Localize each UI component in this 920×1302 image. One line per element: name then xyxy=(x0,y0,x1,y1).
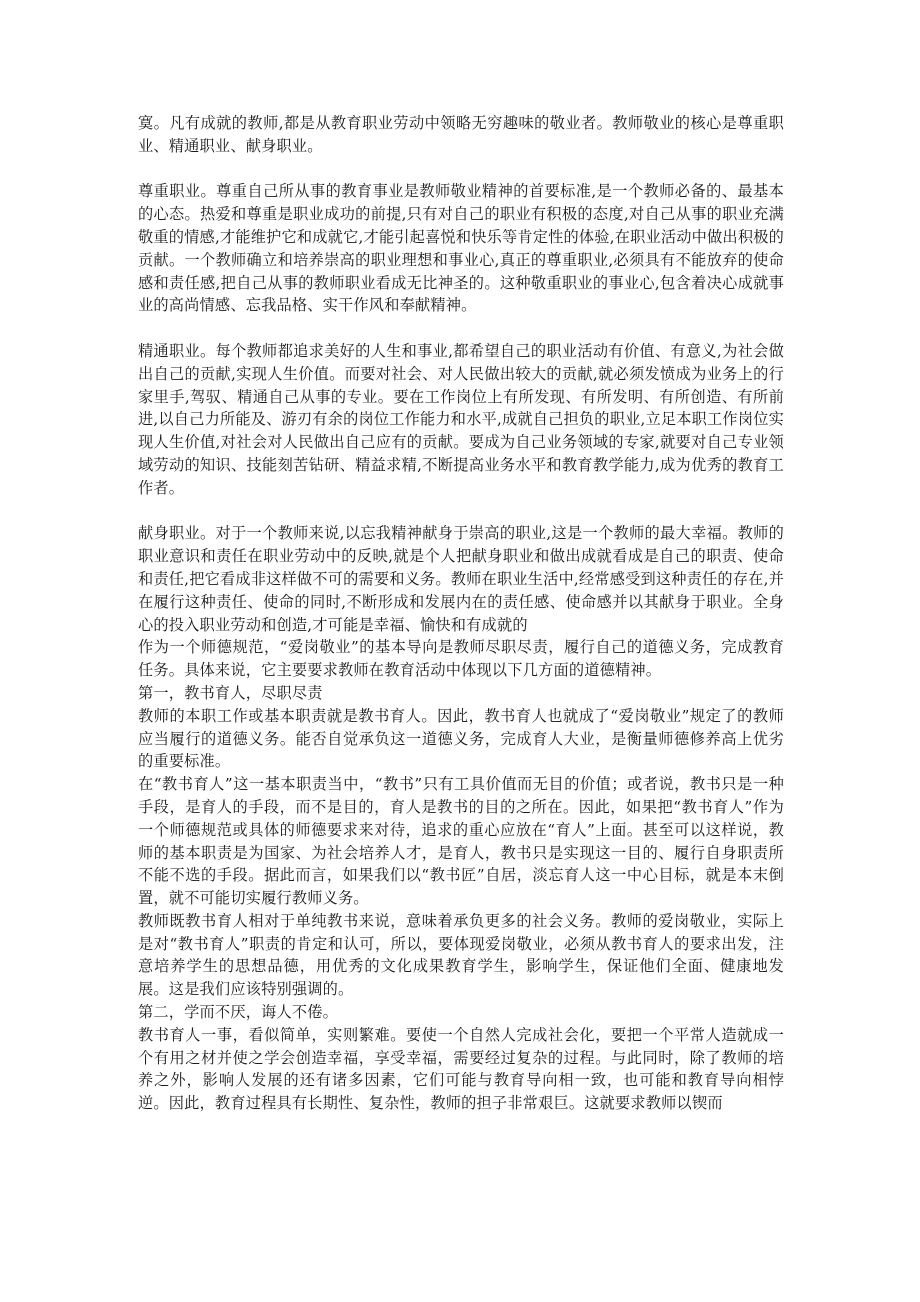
section-heading-second: 第二，学而不厌，诲人不倦。 xyxy=(138,1003,339,1022)
paragraph-master-profession: 精通职业。每个教师都追求美好的人生和事业,都希望自己的职业活动有价值、有意义,为社会做出自己的贡献,实现人生价值。而要对社会、对人民做出较大的贡献,就必须发愤成为业务上的行家里手,驾驭、精通自己从事的专业。要在工作岗位上有所发现、有所发明、有所创造、有所前进,以自己力所能及、游刃有余的岗位工作能力和水平,成就自己担负的职业,立足本职工作岗位实现人生价值,对社会对人民做出自己应有的贡献。要成为自己业务领域的专家,就要对自己专业领域劳动的知识、技能刻苦钻研、精益求精,不断提高业务水平和教育教学能力,成为优秀的教育工作者。 xyxy=(138,341,784,497)
paragraph-teaching-means: 在“教书育人”这一基本职责当中，“教书”只有工具价值而无目的价值；或者说，教书只是一种手段，是育人的手段，而不是目的，育人是教书的目的之所在。因此，如果把“教书育人”作为一个师德规范或具体的师德要求来对待，追求的重心应放在“育人”上面。甚至可以这样说，教师的基本职责是为国家、为社会培养人才，是育人，教书只是实现这一目的、履行自身职责所不能不选的手段。据此而言，如果我们以“教书匠”自居，淡忘育人这一中心目标，就是本末倒置，就不可能切实履行教师义务。 xyxy=(138,775,784,908)
paragraph-devote-profession: 献身职业。对于一个教师来说,以忘我精神献身于崇高的职业,这是一个教师的最大幸福。教师的职业意识和责任在职业劳动中的反映,就是个人把献身职业和做出成就看成是自己的职责、使命和责任,把它看成非这样做不可的需要和义务。教师在职业生活中,经常感受到这种责任的存在,并在履行这种责任、使命的同时,不断形成和发展内在的责任感、使命感并以其献身于职业。全身心的投入职业劳动和创造,才可能是幸福、愉快和有成就的 xyxy=(138,524,784,634)
paragraph-complex-process: 教书育人一事，看似简单，实则繁难。要使一个自然人完成社会化，要把一个平常人造就成一个有用之材并使之学会创造幸福，享受幸福，需要经过复杂的过程。与此同时，除了教师的培养之外，影响人发展的还有诸多因素，它们可能与教育导向相一致，也可能和教育导向相悖逆。因此，教育过程具有长期性、复杂性，教师的担子非常艰巨。这就要求教师以锲而 xyxy=(138,1025,784,1113)
paragraph-norm-guidance: 作为一个师德规范，“爱岗敬业”的基本导向是教师尽职尽责，履行自己的道德义务，完成教育任务。具体来说，它主要要求教师在教育活动中体现以下几方面的道德精神。 xyxy=(138,638,784,680)
section-heading-first: 第一，教书育人，尽职尽责 xyxy=(138,683,323,702)
paragraph-social-obligation: 教师既教书育人相对于单纯教书来说，意味着承负更多的社会义务。教师的爱岗敬业，实际上是对“教书育人”职责的肯定和认可，所以，要体现爱岗敬业，必须从教书育人的要求出发，注意培养学生的思想品德，用优秀的文化成果教育学生，影响学生，保证他们全面、健康地发展。这是我们应该特别强调的。 xyxy=(138,911,784,999)
paragraph-intro-ending: 寞。凡有成就的教师,都是从教育职业劳动中领略无穷趣味的敬业者。教师敬业的核心是尊重职业、精通职业、献身职业。 xyxy=(138,114,784,155)
paragraph-teaching-duty: 教师的本职工作或基本职责就是教书育人。因此，教书育人也就成了“爱岗敬业”规定了的教师应当履行的道德义务。能否自觉承负这一道德义务，完成育人大业，是衡量师德修养高上优劣的重要标准。 xyxy=(138,706,784,771)
paragraph-respect-profession: 尊重职业。尊重自己所从事的教育事业是教师敬业精神的首要标准,是一个教师必备的、最基本的心态。热爱和尊重是职业成功的前提,只有对自己的职业有积极的态度,对自己从事的职业充满敬重的情感,才能维护它和成就它,才能引起喜悦和快乐等肯定性的体验,在职业活动中做出积极的贡献。一个教师确立和培养崇高的职业理想和事业心,真正的尊重职业,必须具有不能放弃的使命感和责任感,把自己从事的教师职业看成无比神圣的。这种敬重职业的事业心,包含着决心成就事业的高尚情感、忘我品格、实干作风和奉献精神。 xyxy=(138,182,784,315)
document-body xyxy=(138,112,784,1115)
